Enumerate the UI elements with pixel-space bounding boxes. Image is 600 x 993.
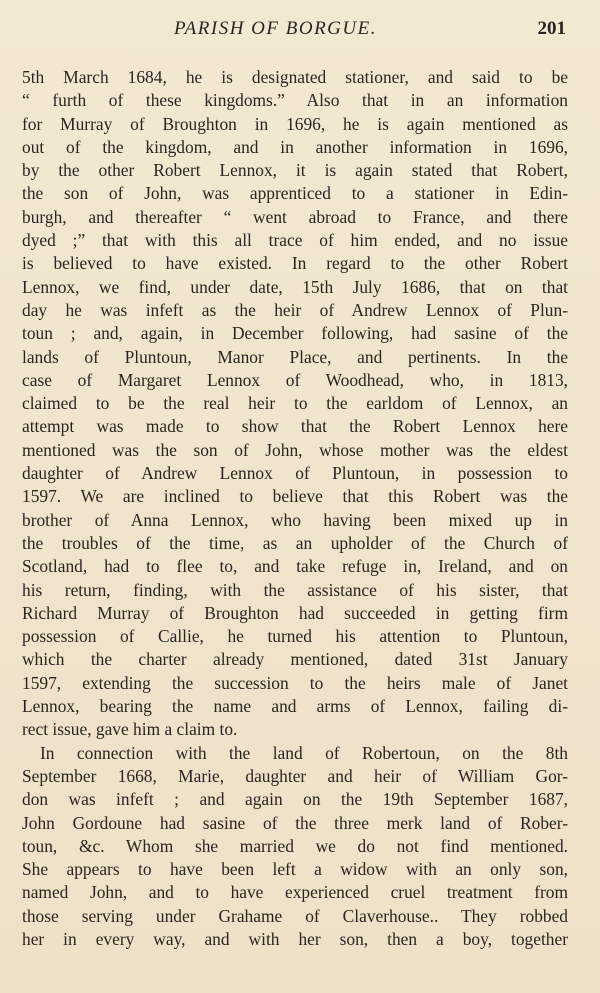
text-line: named John, and to have experienced cruel treatment from: [22, 882, 568, 903]
text-line: Lennox, bearing the name and arms of Lennox, failing di-: [22, 696, 568, 717]
text-line: 1597, extending the succession to the heirs male of Janet: [22, 672, 568, 693]
body-text: [22, 66, 568, 951]
text-line: daughter of Andrew Lennox of Pluntoun, in possession to: [22, 463, 568, 484]
running-title: PARISH OF BORGUE.: [174, 18, 377, 39]
text-line: his return, finding, with the assistance of his sister, that: [22, 579, 568, 600]
text-line: Scotland, had to flee to, and take refuge in, Ireland, and on: [22, 556, 568, 577]
text-line: toun ; and, again, in December following, had sasine of the: [22, 323, 568, 344]
text-line: toun, &c. Whom she married we do not find mentioned.: [22, 835, 568, 856]
text-line: out of the kingdom, and in another information in 1696,: [22, 136, 568, 157]
text-line: those serving under Grahame of Claverhouse.. They robbed: [22, 905, 568, 926]
text-line: brother of Anna Lennox, who having been mixed up in: [22, 509, 568, 530]
text-line: Richard Murray of Broughton had succeeded in getting firm: [22, 602, 568, 623]
text-line: mentioned was the son of John, whose mother was the eldest: [22, 439, 568, 460]
page-header: [24, 18, 566, 46]
text-line: attempt was made to show that the Robert Lennox here: [22, 416, 568, 437]
text-line: day he was infeft as the heir of Andrew Lennox of Plun-: [22, 299, 568, 320]
text-line: burgh, and thereafter “ went abroad to France, and there: [22, 206, 568, 227]
text-line: She appears to have been left a widow with an only son,: [22, 859, 568, 880]
text-line: is believed to have existed. In regard to the other Robert: [22, 253, 568, 274]
paragraph-start-line: In connection with the land of Robertoun, on the 8th: [40, 742, 568, 763]
page-number: 201: [537, 18, 566, 39]
text-line: 5th March 1684, he is designated stationer, and said to be: [22, 67, 568, 87]
text-line: possession of Callie, he turned his attention to Pluntoun,: [22, 626, 568, 647]
text-line: which the charter already mentioned, dated 31st January: [22, 649, 568, 670]
paragraph-end-line: rect issue, gave him a claim to.: [22, 719, 238, 740]
text-line: case of Margaret Lennox of Woodhead, who, in 1813,: [22, 369, 568, 390]
text-line: Lennox, we find, under date, 15th July 1686, that on that: [22, 276, 568, 297]
text-line: don was infeft ; and again on the 19th September 1687,: [22, 789, 568, 810]
text-line: September 1668, Marie, daughter and heir of William Gor-: [22, 765, 568, 786]
text-line: the troubles of the time, as an upholder of the Church of: [22, 532, 568, 553]
text-line: John Gordoune had sasine of the three merk land of Rober-: [22, 812, 568, 833]
text-line: her in every way, and with her son, then a boy, together: [22, 928, 568, 949]
text-line: by the other Robert Lennox, it is again stated that Robert,: [22, 160, 568, 181]
text-line: 1597. We are inclined to believe that this Robert was the: [22, 486, 568, 507]
text-line: for Murray of Broughton in 1696, he is again mentioned as: [22, 113, 568, 134]
text-line: the son of John, was apprenticed to a stationer in Edin-: [22, 183, 568, 204]
text-line: lands of Pluntoun, Manor Place, and pertinents. In the: [22, 346, 568, 367]
text-line: claimed to be the real heir to the earldom of Lennox, an: [22, 393, 568, 414]
text-line: “ furth of these kingdoms.” Also that in an information: [22, 90, 568, 111]
text-line: dyed ;” that with this all trace of him ended, and no issue: [22, 230, 568, 251]
